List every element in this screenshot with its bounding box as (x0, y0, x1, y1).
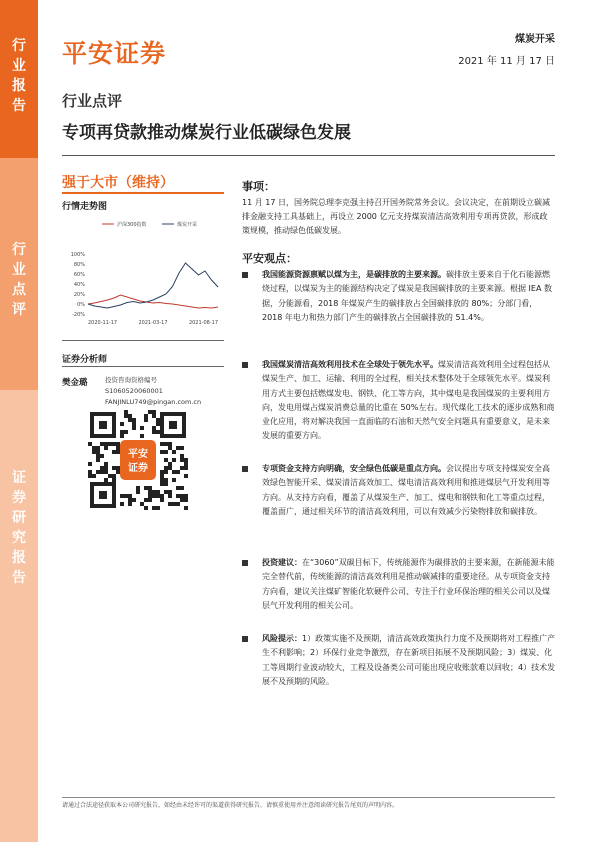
qr-module (160, 478, 164, 482)
y-tick-label: 80% (73, 262, 85, 268)
sidebar-char: 行 (12, 38, 26, 54)
qr-module (152, 490, 156, 494)
bullet-lead: 投资建议： (262, 558, 302, 567)
qr-module (116, 470, 120, 474)
bullet-item (242, 556, 556, 613)
qr-module (168, 446, 172, 450)
qr-module (120, 422, 124, 426)
qr-module (140, 502, 144, 506)
qr-module (140, 434, 144, 438)
qr-module (160, 494, 164, 498)
qr-module (160, 498, 164, 502)
bullet-text: 会议提出专项支持煤炭安全高效绿色智能开采、煤炭清洁高效加工、煤电清洁高效利用和推进煤层气开发利用等方向。从支持方向看，覆盖了从煤炭生产、加工、煤电和钢铁和化工等重点过程，覆盖面广，通过相关环节的清洁高效利用，可以有效减少污染物排放和碳排放。 (262, 464, 550, 516)
qr-module (128, 498, 132, 502)
qr-module (184, 466, 188, 470)
qr-module (148, 410, 152, 414)
analyst-email[interactable]: FANJINLU749@pingan.com.cn (105, 398, 202, 406)
left-divider (62, 340, 224, 341)
rating-divider (62, 192, 224, 194)
qr-module (148, 486, 152, 490)
qr-module (132, 418, 136, 422)
x-tick-label: 2021-03-17 (138, 320, 168, 326)
qr-module (96, 470, 100, 474)
qr-module (124, 414, 128, 418)
qr-module (120, 494, 124, 498)
qr-module (176, 470, 180, 474)
qr-module (176, 494, 180, 498)
qr-module (100, 454, 104, 458)
qr-module (160, 474, 164, 478)
x-tick-label: 2020-11-17 (88, 320, 118, 326)
qr-module (168, 490, 172, 494)
qr-module (152, 430, 156, 434)
qr-module (112, 466, 116, 470)
qr-module (168, 462, 172, 466)
sidebar-label-report (0, 36, 38, 116)
bullet-item (242, 268, 556, 325)
qr-module (168, 466, 172, 470)
qr-module (164, 466, 168, 470)
sidebar-char: 行 (12, 242, 26, 258)
bullet-marker (242, 636, 248, 642)
bullet-marker (242, 272, 248, 278)
analyst-info (105, 375, 201, 408)
qr-module (164, 482, 168, 486)
qr-module (104, 478, 108, 482)
qr-module (180, 486, 184, 490)
qr-module (120, 430, 124, 434)
bullet-lead: 风险提示： (262, 634, 302, 643)
qr-module (152, 410, 156, 414)
sidebar-char: 业 (12, 262, 26, 278)
qr-module (152, 506, 156, 510)
qr-module (116, 446, 120, 450)
qr-module (184, 494, 188, 498)
qr-module (100, 470, 104, 474)
series-line-coal (88, 263, 218, 308)
sidebar-block-research (0, 390, 38, 842)
sidebar-char: 点 (12, 282, 26, 298)
qr-module (148, 498, 152, 502)
bullet-item (242, 358, 556, 444)
qr-module (184, 462, 188, 466)
qr-module (160, 470, 164, 474)
qr-center-logo (120, 440, 156, 480)
qr-logo-text-bottom: 证券 (128, 463, 148, 474)
bullet-text: 煤炭清洁高效利用全过程包括从煤炭生产、加工、运输、利用的全过程，相关技术整体处于全球领先水平。煤炭利用方式主要包括燃煤发电、钢铁、化工等方向，其中煤电是我国煤炭的主要利用方向，发电用煤占煤炭消费总量的比重在 50%左右。现代煤化工技术的逐步成熟和商业化应用，将对解决我国一直面临的石油和天然气安全问题具有重要意义，是未来发展的重要方向。 (262, 360, 555, 441)
qr-module (160, 450, 164, 454)
bullet-item (242, 632, 556, 689)
legend-label-coal: 煤炭开采 (177, 222, 198, 228)
doc-type: 行业点评 (62, 92, 123, 110)
price-trend-chart (62, 214, 224, 336)
sidebar-char: 券 (12, 490, 26, 506)
qr-module (176, 446, 180, 450)
qr-module (144, 414, 148, 418)
qr-module (180, 446, 184, 450)
qr-module (116, 466, 120, 470)
qr-module (92, 474, 96, 478)
footer-divider (62, 797, 555, 798)
qr-module (92, 446, 96, 450)
qr-module (104, 442, 108, 446)
qr-module (116, 442, 120, 446)
qr-module (128, 414, 132, 418)
qr-module (128, 418, 132, 422)
qr-module (152, 426, 156, 430)
qr-module (160, 442, 164, 446)
qr-finder-dot (169, 421, 177, 429)
qr-module (88, 470, 92, 474)
qr-module (160, 482, 164, 486)
qr-module (172, 458, 176, 462)
bullet-text: 在“3060”双碳目标下，传统能源作为碳排放的主要来源，在新能源未能完全替代前，传统能源的清洁高效利用是推动碳减排的重要途径。从专项资金支持方向看，建议关注煤矿智能化软硬件公司、专注于行业环保治理的相关公司以及煤层气开发利用的相关公司。 (262, 558, 555, 610)
qr-module (124, 430, 128, 434)
qr-module (144, 418, 148, 422)
qr-module (88, 462, 92, 466)
sidebar-char: 报 (12, 550, 26, 566)
qr-module (180, 466, 184, 470)
series-line-hs300 (88, 295, 218, 308)
qr-module (100, 442, 104, 446)
qr-module (136, 490, 140, 494)
company-logo: 平安证券 (62, 39, 167, 68)
sidebar-label-research (0, 468, 38, 588)
qr-module (156, 430, 160, 434)
qr-module (128, 494, 132, 498)
qr-logo-text-top: 平安 (128, 449, 148, 460)
qr-module (96, 446, 100, 450)
y-tick-label: 100% (70, 252, 85, 258)
qr-module (96, 458, 100, 462)
bullet-text: 碳排放主要来自于化石能源燃烧过程，以煤炭为主的能源结构决定了煤炭是我国碳排放的主要来源。根据 IEA 数据，分能源看，2018 年煤炭产生的碳排放占全国碳排放的 80%；分部门看，2018 年电力和热力部门产生的碳排放占全国碳排放的 51.4%。 (262, 270, 552, 322)
bullet-lead: 我国煤炭清洁高效利用技术在全球处于领先水平。 (262, 360, 438, 369)
qr-module (172, 450, 176, 454)
sidebar-char: 告 (12, 98, 26, 114)
qr-code[interactable] (88, 410, 188, 510)
qr-module (184, 498, 188, 502)
qr-module (164, 450, 168, 454)
report-date: 2021 年 11 月 17 日 (458, 56, 555, 67)
bullet-marker (242, 560, 248, 566)
qr-module (124, 410, 128, 414)
sidebar-char: 告 (12, 570, 26, 586)
sidebar-char: 究 (12, 530, 26, 546)
sidebar-char: 研 (12, 510, 26, 526)
qr-module (184, 506, 188, 510)
qr-module (164, 490, 168, 494)
sidebar-char: 业 (12, 58, 26, 74)
qr-module (156, 422, 160, 426)
y-tick-label: 40% (73, 282, 85, 288)
qr-module (180, 494, 184, 498)
sidebar-char: 报 (12, 78, 26, 94)
footer-disclaimer: 请通过合法途径获取本公司研究报告，如经由未经许可的渠道获得研究报告，请慎重使用并注意阅读研究报告尾页的声明内容。 (62, 802, 399, 809)
qr-module (132, 498, 136, 502)
qr-module (104, 466, 108, 470)
qr-module (108, 442, 112, 446)
bullet-marker (242, 466, 248, 472)
rating-label: 强于大市（维持） (62, 175, 174, 191)
qr-module (152, 494, 156, 498)
qr-finder-dot (99, 421, 107, 429)
qr-module (148, 494, 152, 498)
qr-module (164, 458, 168, 462)
sidebar-label-review (0, 240, 38, 320)
qr-module (136, 486, 140, 490)
y-tick-label: 0% (77, 302, 85, 308)
sidebar-char: 评 (12, 302, 26, 318)
bullet-item (242, 462, 556, 519)
qr-module (104, 446, 108, 450)
qr-module (164, 478, 168, 482)
qr-module (148, 490, 152, 494)
qr-finder-dot (99, 491, 107, 499)
qr-module (184, 474, 188, 478)
sidebar-char: 证 (12, 470, 26, 486)
qr-module (156, 490, 160, 494)
bullet-lead: 专项资金支持方向明确，安全绿色低碳是重点方向。 (262, 464, 446, 473)
qr-module (100, 466, 104, 470)
qr-module (128, 502, 132, 506)
qr-module (104, 462, 108, 466)
qr-module (176, 486, 180, 490)
qr-module (168, 494, 172, 498)
legend-label-hs300: 沪深300指数 (117, 222, 147, 228)
qr-module (104, 470, 108, 474)
event-text: 11 月 17 日，国务院总理李克强主持召开国务院常务会议。会议决定，在前期设立碳减排金融支持工具基础上，再设立 2000 亿元支持煤炭清洁高效利用专项再贷款，形成政策规模，推动绿色低碳发展。 (242, 198, 550, 235)
qr-module (120, 434, 124, 438)
qr-module (116, 450, 120, 454)
qr-module (144, 498, 148, 502)
qr-module (92, 450, 96, 454)
qr-module (112, 450, 116, 454)
qr-module (172, 502, 176, 506)
qr-module (180, 458, 184, 462)
qr-module (124, 494, 128, 498)
bullet-lead: 我国能源资源禀赋以煤为主，是碳排放的主要来源。 (262, 270, 446, 279)
analyst-id: S1060520060001 (105, 387, 163, 395)
qr-module (132, 422, 136, 426)
qr-module (164, 442, 168, 446)
qr-module (156, 418, 160, 422)
qr-module (112, 442, 116, 446)
title-divider (62, 155, 555, 156)
qr-module (168, 502, 172, 506)
qr-module (156, 494, 160, 498)
qr-module (180, 454, 184, 458)
y-tick-label: 20% (73, 292, 85, 298)
qr-module (184, 458, 188, 462)
y-tick-label: -20% (72, 312, 85, 318)
qr-module (120, 502, 124, 506)
qr-module (152, 414, 156, 418)
qr-module (108, 474, 112, 478)
qr-module (112, 478, 116, 482)
left-divider (62, 366, 224, 367)
qr-module (172, 470, 176, 474)
qr-module (180, 498, 184, 502)
chart-title: 行情走势图 (62, 202, 108, 212)
y-tick-label: 60% (73, 272, 85, 278)
bullet-text: 1）政策实施不及预期，清洁高效政策执行力度不及预期将对工程推广产生不利影响；2）环保行业竞争激烈，存在新项目拓展不及预期风险；3）煤炭、化工等周期行业波动较大，工程及设备类公司可能出现应收账款难以回收；4）技术发展不及预期的风险。 (262, 634, 556, 686)
qr-module (168, 442, 172, 446)
analyst-role: 投资咨询资格编号 (105, 376, 157, 384)
qr-module (88, 442, 92, 446)
qr-module (144, 486, 148, 490)
event-heading: 事项： (242, 180, 275, 193)
qr-module (96, 454, 100, 458)
qr-module (176, 502, 180, 506)
qr-module (164, 470, 168, 474)
qr-module (172, 478, 176, 482)
views-heading: 平安观点： (242, 252, 297, 265)
analyst-name: 樊金璐 (62, 378, 88, 388)
qr-module (96, 450, 100, 454)
qr-module (156, 506, 160, 510)
industry-label: 煤炭开采 (515, 34, 555, 45)
qr-module (144, 506, 148, 510)
qr-module (140, 426, 144, 430)
qr-module (112, 474, 116, 478)
x-tick-label: 2021-08-17 (188, 320, 218, 326)
qr-module (132, 426, 136, 430)
page-title: 专项再贷款推动煤炭行业低碳绿色发展 (62, 123, 351, 143)
qr-module (88, 474, 92, 478)
bullet-marker (242, 362, 248, 368)
analyst-section-title: 证券分析师 (62, 355, 108, 365)
